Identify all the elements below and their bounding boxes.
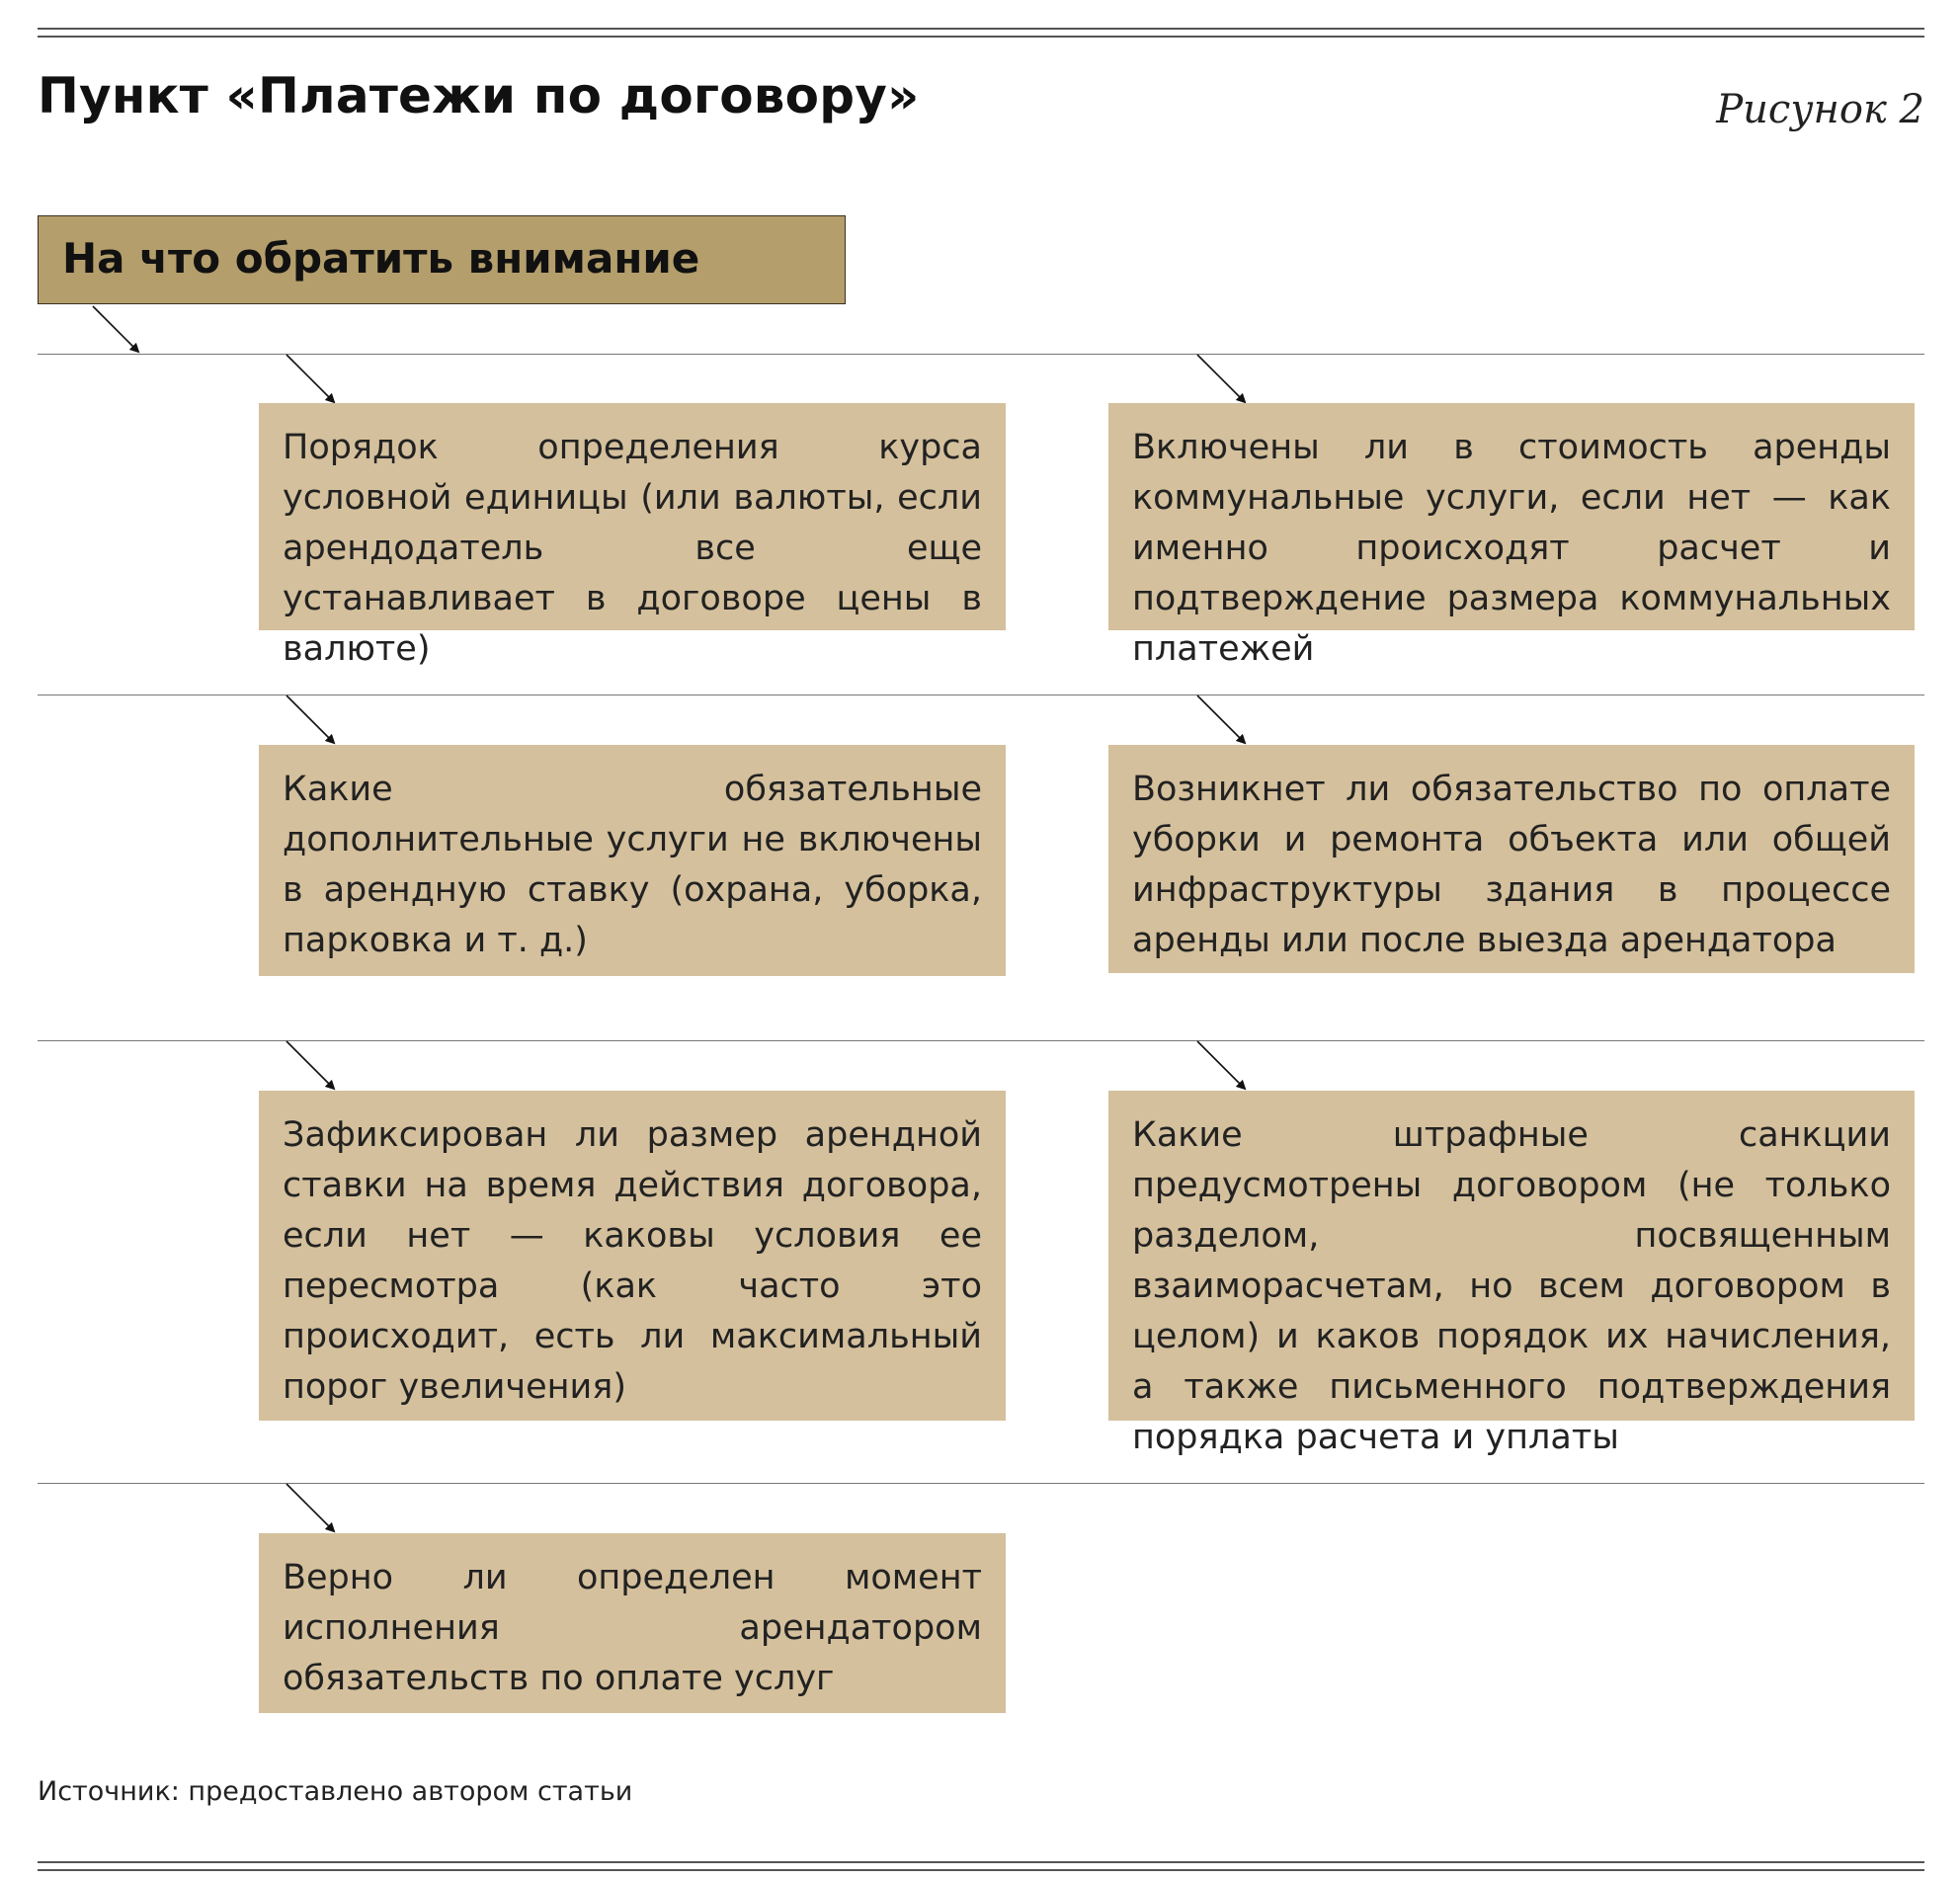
arrow-header (93, 306, 138, 352)
top-rule-1 (38, 28, 1924, 30)
arrow-item-3 (286, 695, 334, 743)
top-rule-2 (38, 36, 1924, 38)
arrow-item-2 (1197, 355, 1245, 402)
source-note: Источник: предоставлено автором статьи (38, 1776, 633, 1807)
item-card-3: Какие обязательные дополнительные услуги не включены в арендную ставку (охрана, уборка, парковка и т. д.) (259, 745, 1006, 976)
item-card-1: Порядок определения курса условной единицы (или валюты, если арендодатель все еще устанавливает в договоре цены в валюте) (259, 403, 1006, 630)
figure-label: Рисунок 2 (1716, 87, 1924, 132)
arrow-item-4 (1197, 695, 1245, 743)
arrow-item-7 (286, 1484, 334, 1531)
arrow-item-5 (286, 1041, 334, 1089)
row-divider-1 (38, 354, 1924, 355)
item-card-7: Верно ли определен момент исполнения арендатором обязательств по оплате услуг (259, 1533, 1006, 1713)
arrow-item-6 (1197, 1041, 1245, 1089)
arrow-item-1 (286, 355, 334, 402)
attention-header: На что обратить внимание (38, 215, 846, 304)
bottom-rule-2 (38, 1869, 1924, 1871)
row-divider-3 (38, 1040, 1924, 1041)
bottom-rule-1 (38, 1861, 1924, 1863)
item-card-5: Зафиксирован ли размер арендной ставки на время действия договора, если нет — каковы условия ее пересмотра (как часто это происходит, есть ли максимальный порог увеличения) (259, 1091, 1006, 1421)
page-title: Пункт «Платежи по договору» (38, 67, 920, 124)
item-card-4: Возникнет ли обязательство по оплате уборки и ремонта объекта или общей инфраструктуры здания в процессе аренды или после выезда арендатора (1108, 745, 1915, 973)
item-card-6: Какие штрафные санкции предусмотрены договором (не только разделом, посвященным взаиморасчетам, но всем договором в целом) и каков порядок их начисления, а также письменного подтверждения порядка расчета и уплаты (1108, 1091, 1915, 1421)
row-divider-4 (38, 1483, 1924, 1484)
item-card-2: Включены ли в стоимость аренды коммунальные услуги, если нет — как именно происходят расчет и подтверждение размера коммунальных платежей (1108, 403, 1915, 630)
